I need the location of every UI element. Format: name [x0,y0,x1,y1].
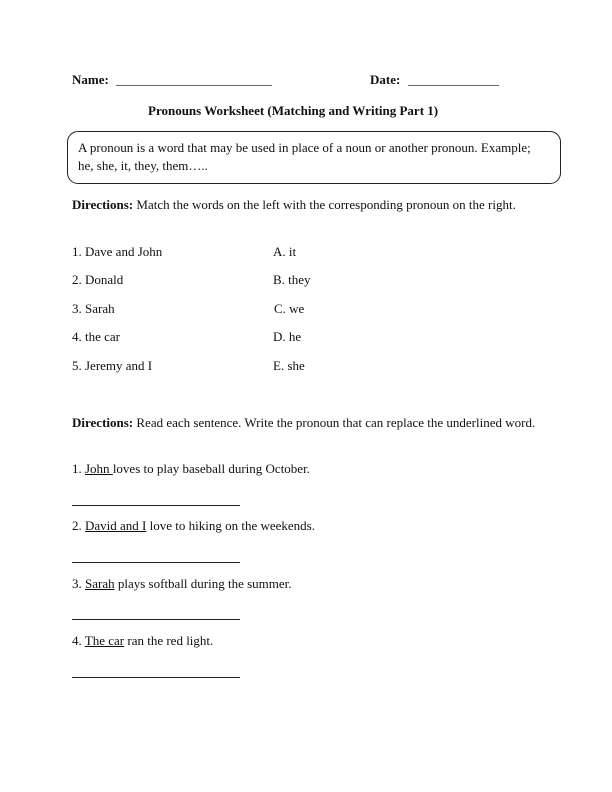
sentence-1 [72,461,310,477]
match-right-c: C. we [274,301,305,316]
sentence-rest: ran the red light. [124,633,214,648]
match-right-a: A. it [273,244,297,259]
match-left-3: 3. Sarah [72,301,115,316]
date-label: Date: [370,72,401,87]
sentence-rest: loves to play baseball during October. [112,461,310,476]
name-label: Name: [72,72,109,87]
matching-directions [72,196,542,214]
match-right-e: E. she [273,358,305,373]
match-right-b: B. they [273,272,311,287]
definition-text: A pronoun is a word that may be used in place of a noun or another pronoun. Example; he, she, it, they, them….. [78,140,531,173]
sentence-rest: love to hiking on the weekends. [146,518,315,533]
sentence-number: 1. [72,461,85,476]
underlined-word: David and I [85,518,147,533]
sentence-number: 2. [72,518,85,533]
definition-box [67,131,561,184]
match-left-5: 5. Jeremy and I [72,358,153,373]
sentence-2 [72,518,315,534]
directions-label: Directions: [72,415,134,430]
directions-text: Read each sentence. Write the pronoun that can replace the underlined word. [133,415,536,430]
sentence-number: 3. [72,576,85,591]
match-right-d: D. he [273,329,302,344]
match-left-1: 1. Dave and John [72,244,163,259]
match-left-2: 2. Donald [72,272,124,287]
directions-label: Directions: [72,197,134,212]
sentence-3 [72,576,292,592]
answer-line-2[interactable] [72,562,240,563]
answer-line-4[interactable] [72,677,240,678]
sentence-rest: plays softball during the summer. [114,576,292,591]
directions-text: Match the words on the left with the corresponding pronoun on the right. [133,197,516,212]
date-blank[interactable]: ______________ [408,72,499,87]
underlined-word: Sarah [85,576,115,591]
sentence-4 [72,633,213,649]
name-blank[interactable]: ________________________ [116,72,272,87]
underlined-word: The car [84,633,125,648]
sentence-number: 4. [72,633,85,648]
answer-line-1[interactable] [72,505,240,506]
writing-directions [72,414,542,432]
underlined-word: John [85,461,113,476]
match-left-4: 4. the car [72,329,121,344]
page-title: Pronouns Worksheet (Matching and Writing Part 1) [148,103,439,118]
answer-line-3[interactable] [72,619,240,620]
